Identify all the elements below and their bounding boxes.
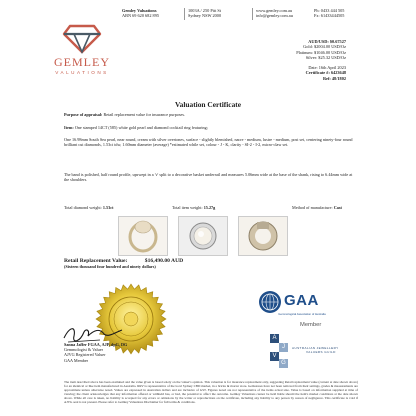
header-company-block: [122, 8, 184, 18]
date-label: Date:: [308, 65, 318, 70]
ajvg-name: [292, 346, 364, 354]
manufacture-method: [292, 205, 342, 210]
ring-side-image: [239, 217, 287, 255]
ring-photo-top: [178, 216, 228, 256]
gem-logo-icon: [62, 22, 102, 54]
header-divider: [252, 8, 253, 20]
band-description: The band is polished, half round profile, upswept in a 'v' split to a decorative basket underrail and measures 5.06mm wide at the base of the shank, rising to 6.44mm wide at the shoulders.: [64, 172, 353, 183]
platinum-rate: Platinum: $1046.00 USD/Oz: [296, 49, 346, 55]
ring-front-image: [119, 217, 167, 255]
ajvg-line-1: AUSTRALIAN JEWELLERY: [292, 346, 339, 350]
signatory-role-2: AJVG Registered Valuer: [64, 352, 106, 358]
item-weight-label: Total item weight:: [172, 205, 203, 210]
signatory-role-1: Gemmologist & Valuer: [64, 347, 104, 353]
certificate-meta: [256, 65, 346, 81]
aud-usd-rate: AUD/USD: $0.67527: [308, 39, 346, 44]
fax-number: Fx: 61433444505: [314, 13, 345, 18]
certificate-number: 6423648: [330, 70, 346, 76]
item-label: Item:: [64, 125, 74, 130]
diamond-weight: [64, 205, 114, 210]
date-value: 16th April 2023: [318, 65, 346, 70]
company-name: Gemley Valuations: [122, 8, 157, 13]
address-line-2: Sydney NSW 2000: [188, 13, 222, 18]
silver-rate: Silver: $25.32 USD/Oz: [305, 54, 346, 60]
retail-value-amount: $16,490.00 AUD: [144, 258, 184, 264]
logo-subtitle: VALUATIONS: [55, 70, 109, 75]
method-value: Cast: [333, 205, 342, 210]
header-address-block: [188, 8, 252, 18]
gold-rate: Gold: $2004.00 USD/Oz: [303, 44, 346, 50]
header-email: [256, 13, 345, 18]
diamond-weight-label: Total diamond weight:: [64, 205, 102, 210]
item-weight-value: 15.27g: [203, 205, 216, 210]
website-link[interactable]: www.gemley.com.au: [256, 8, 293, 13]
purpose-text: Retail replacement value for insurance purposes.: [103, 112, 186, 117]
item-text: One stamped 14CT (585) white gold pearl and diamond cocktail ring featuring;: [74, 125, 208, 130]
ajvg-letter-v: V: [270, 352, 279, 361]
ajvg-letter-j: J: [279, 343, 288, 352]
purpose-row: [64, 112, 354, 117]
diamond-weight-value: 1.53ct: [102, 205, 114, 210]
ajvg-logo: [270, 334, 288, 368]
signatory-role-3: GAA Member: [64, 357, 89, 363]
header-contact-block: [256, 8, 345, 18]
ring-top-image: [179, 217, 227, 255]
ref-number: 48/1802: [331, 75, 346, 81]
gaa-name: GAA: [284, 292, 319, 309]
email-link[interactable]: info@gemley.com.au: [256, 13, 293, 18]
metal-rates: [266, 39, 346, 60]
company-abn: ABN 69 620 682 895: [122, 13, 160, 18]
gaa-globe-icon: [258, 290, 282, 314]
gaa-subtitle: Gemmological Association of Australia: [278, 312, 326, 316]
header-divider: [184, 8, 185, 20]
signatory-block: [64, 342, 127, 363]
certificate-label: Certificate #:: [305, 70, 330, 76]
item-description: One 16.98mm South Sea pearl, near round, cream with silver overtones, surface - slightly blemished, nacre - medium, lustre - medium, post set, centering ninety-four round brilliant cut diamonds, 1.53ct tdw, 1.60mm diameter (average) *estimated while set, colour - J - K, clarity - SI-2 - I-2, micro-claw set.: [64, 137, 353, 148]
retail-value-label: Retail Replacement Value:: [64, 258, 128, 264]
signatory-name: Sanna Jaffer FGAA, AJP, dpG, DG: [64, 342, 128, 347]
logo-name: GEMLEY: [54, 55, 110, 69]
ajvg-letter-a: A: [270, 334, 279, 343]
address-line-1: 1003A / 250 Pitt St: [188, 8, 221, 13]
method-label: Method of manufacture:: [292, 205, 333, 210]
ajvg-line-2: VALUERS GUILD: [306, 350, 336, 355]
member-label: Member: [300, 322, 322, 328]
ring-photo-front: [118, 216, 168, 256]
item-row: [64, 125, 354, 130]
certificate-title: Valuation Certificate: [174, 100, 242, 109]
retail-value-words: (Sixteen thousand four hundred and ninety dollars): [64, 264, 156, 269]
footer-disclaimer: The item described above has been examined and the value given is based solely on the valuer's opinion. This valuation is for insurance replacement only, suggesting Retail replacement value (current at date shown above) for an identical or like item manufactured in Australia. RRV is representative of the local Sydney CBD market, in a bricks & mortar store. Gemstones have not been removed from their settings, grades & measurements are approximate unless otherwise noted. Values are expressed in Australian dollars and are inclusive of GST. Figures noted are not representative of the items actual size. Value is based on information supplied at time of viewing; the client acknowledges that any information offered or withheld has, or had, the potential to affect the outcome. Gemley Valuations cannot be held liable should the item's market conditions at the date shown above. While all care is taken, no liability is accepted for any errors or omissions by the writer or reproductions on the certificate, including any liability to any person by reason of negligence. This certificate is void if AJVG seal is not present. Please refer to Gemley Valuations Disclaimer for full terms & conditions.: [64, 380, 358, 405]
ring-photo-side: [238, 216, 288, 256]
ajvg-letter-g: G: [279, 359, 288, 368]
item-weight: [172, 205, 215, 210]
ref-label: Ref:: [322, 75, 331, 81]
purpose-label: Purpose of appraisal:: [64, 112, 103, 117]
ref-row: [256, 76, 346, 81]
phone-number: Ph: 0433 444 505: [314, 8, 345, 13]
